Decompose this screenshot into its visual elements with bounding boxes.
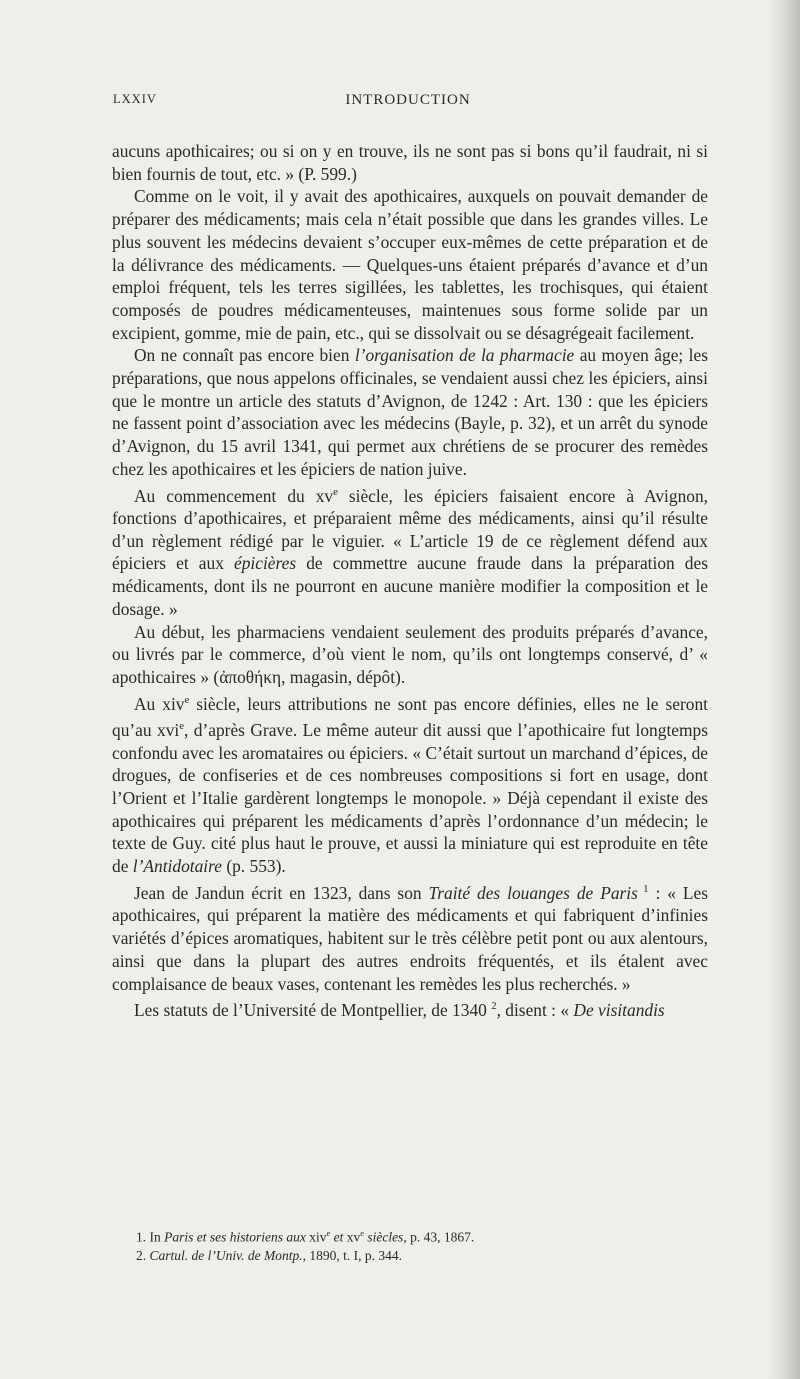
text-run: xiv	[305, 1229, 327, 1245]
text-run: Les statuts de l’Université de Montpellier, de 1340	[134, 1000, 492, 1020]
italic-text: siècles	[367, 1229, 404, 1245]
running-head: INTRODUCTION	[345, 92, 471, 108]
superscript: e	[360, 1229, 364, 1238]
italic-text: l’organisation de la pharmacie	[354, 345, 575, 366]
text-run: (p. 553).	[221, 856, 286, 877]
text-run: , p. 43, 1867.	[403, 1229, 475, 1245]
paragraph	[112, 481, 708, 621]
page-header	[113, 92, 703, 116]
italic-text: Cartul. de l’Univ. de Montp.	[149, 1247, 303, 1263]
text-run: au moyen âge; les préparations, que nous appelons officinales, se vendaient aussi chez les épiciers, ainsi que le montre un article des statuts d’Avignon, de 1242 : Art. 130 : que les épiciers ne fassent point d’association avec les médecins (Bayle, p. 32), et un arrêt du synode d’Avignon, du 15 avril 1341, qui permet aux chrétiens de se procurer des remèdes chez les apothicaires et les épiciers de nation juive.	[112, 345, 708, 479]
text-run: siècle, les épiciers faisaient encore à Avignon, fonctions d’apothicaires, et préparaient même des médicaments, ainsi qu’il résulte d’un règlement rédigé par le viguier. « L’article 19 de ce règlement défend aux épiciers et aux	[112, 485, 709, 574]
paragraph	[112, 995, 708, 1022]
superscript: e	[326, 1229, 331, 1238]
paragraph	[112, 185, 708, 344]
paragraph	[112, 344, 708, 480]
italic-text: Traité des louanges de Paris	[428, 882, 638, 903]
superscript: e	[179, 720, 185, 733]
text-run: Jean de Jandun écrit en 1323, dans son	[134, 882, 429, 903]
superscript: e	[184, 693, 190, 706]
text-run: aucuns apothicaires; ou si on y en trouve, ils ne sont pas si bons qu’il faudrait, ni si bien fournis de tout, etc. » (P. 599.)	[112, 141, 708, 184]
paragraph	[112, 621, 708, 689]
italic-text: épicières	[233, 553, 297, 574]
text-run: , d’après Grave. Le même auteur dit aussi que l’apothicaire fut longtemps confondu avec les aromataires ou épiciers. « C’était surtout un marchand d’épices, de drogues, de confiseries et de ces nombreuses compositions si fort en usage, dont l’Orient et l’Italie gardèrent longtemps le monopole. » Déjà cependant il existe des apothicaires qui préparent les médicaments d’après l’ordonnance d’un médecin; le texte de Guy. cité plus haut le prouve, et aussi la miniature qui est reproduite en tête de	[112, 719, 708, 877]
italic-text: Paris et ses historiens aux	[164, 1229, 306, 1245]
text-run: siècle, leurs attributions ne sont pas encore définies, elles ne le seront qu’au xvi	[112, 693, 708, 740]
superscript: 1	[637, 882, 649, 895]
text-run: 2.	[136, 1247, 150, 1263]
text-run: On ne connaît pas encore bien	[134, 345, 355, 366]
page-edge-shadow	[766, 0, 800, 1379]
paragraph	[112, 878, 708, 995]
italic-text: De visitandis	[573, 1000, 665, 1020]
footnote	[112, 1247, 708, 1265]
footnotes	[112, 1225, 708, 1265]
superscript: e	[333, 485, 338, 498]
page-number: LXXIV	[113, 92, 157, 106]
body-text	[112, 140, 708, 1022]
text-run: xv	[343, 1229, 361, 1245]
text-run: de commettre aucune fraude dans la préparation des médicaments, dont ils ne pourront en aucune manière modifier la composition et le dosage. »	[112, 553, 708, 619]
text-run: Au commencement du xv	[134, 485, 334, 506]
text-run: Au début, les pharmaciens vendaient seulement des produits préparés d’avance, ou livrés par le commerce, d’où vient le nom, qu’ils ont longtemps conservé, d’ « apothicaires » (ἀποθήκη, magasin, dépôt).	[112, 621, 708, 687]
footnote	[112, 1225, 708, 1247]
italic-text: l’Antidotaire	[132, 856, 222, 877]
text-run: Au xiv	[134, 693, 185, 714]
superscript: 2	[491, 1000, 497, 1013]
italic-text: et	[333, 1229, 344, 1245]
text-run: 1. In	[136, 1229, 165, 1245]
text-run: Comme on le voit, il y avait des apothicaires, auxquels on pouvait demander de préparer des médicaments; mais cela n’était possible que dans les grandes villes. Le plus souvent les médecins devaient s’occuper eux-mêmes de cette préparation et de la délivrance des médicaments. — Quelques-uns étaient préparés d’avance et d’un emploi fréquent, tels les terres sigillées, les tablettes, les trochisques, qui étaient composés de poudres médicamenteuses, maintenues sous forme solide par un excipient, gomme, mie de pain, etc., qui se dissolvait ou se désagrégeait facilement.	[112, 186, 708, 343]
paragraph-continuation	[112, 140, 708, 185]
text-run: , 1890, t. I, p. 344.	[302, 1247, 402, 1263]
text-run: , disent : «	[496, 1000, 574, 1020]
text-run: : « Les apothicaires, qui préparent la matière des médicaments et qui fabriquent d’infinies variétés d’épices aromatiques, habitent sur le très célèbre petit pont ou aux alentours, ainsi que dans la plupart des autres endroits fréquentés, et ils étalent avec complaisance de beaux vases, contenant les remèdes les plus recherchés. »	[112, 882, 708, 994]
paragraph	[112, 689, 708, 878]
